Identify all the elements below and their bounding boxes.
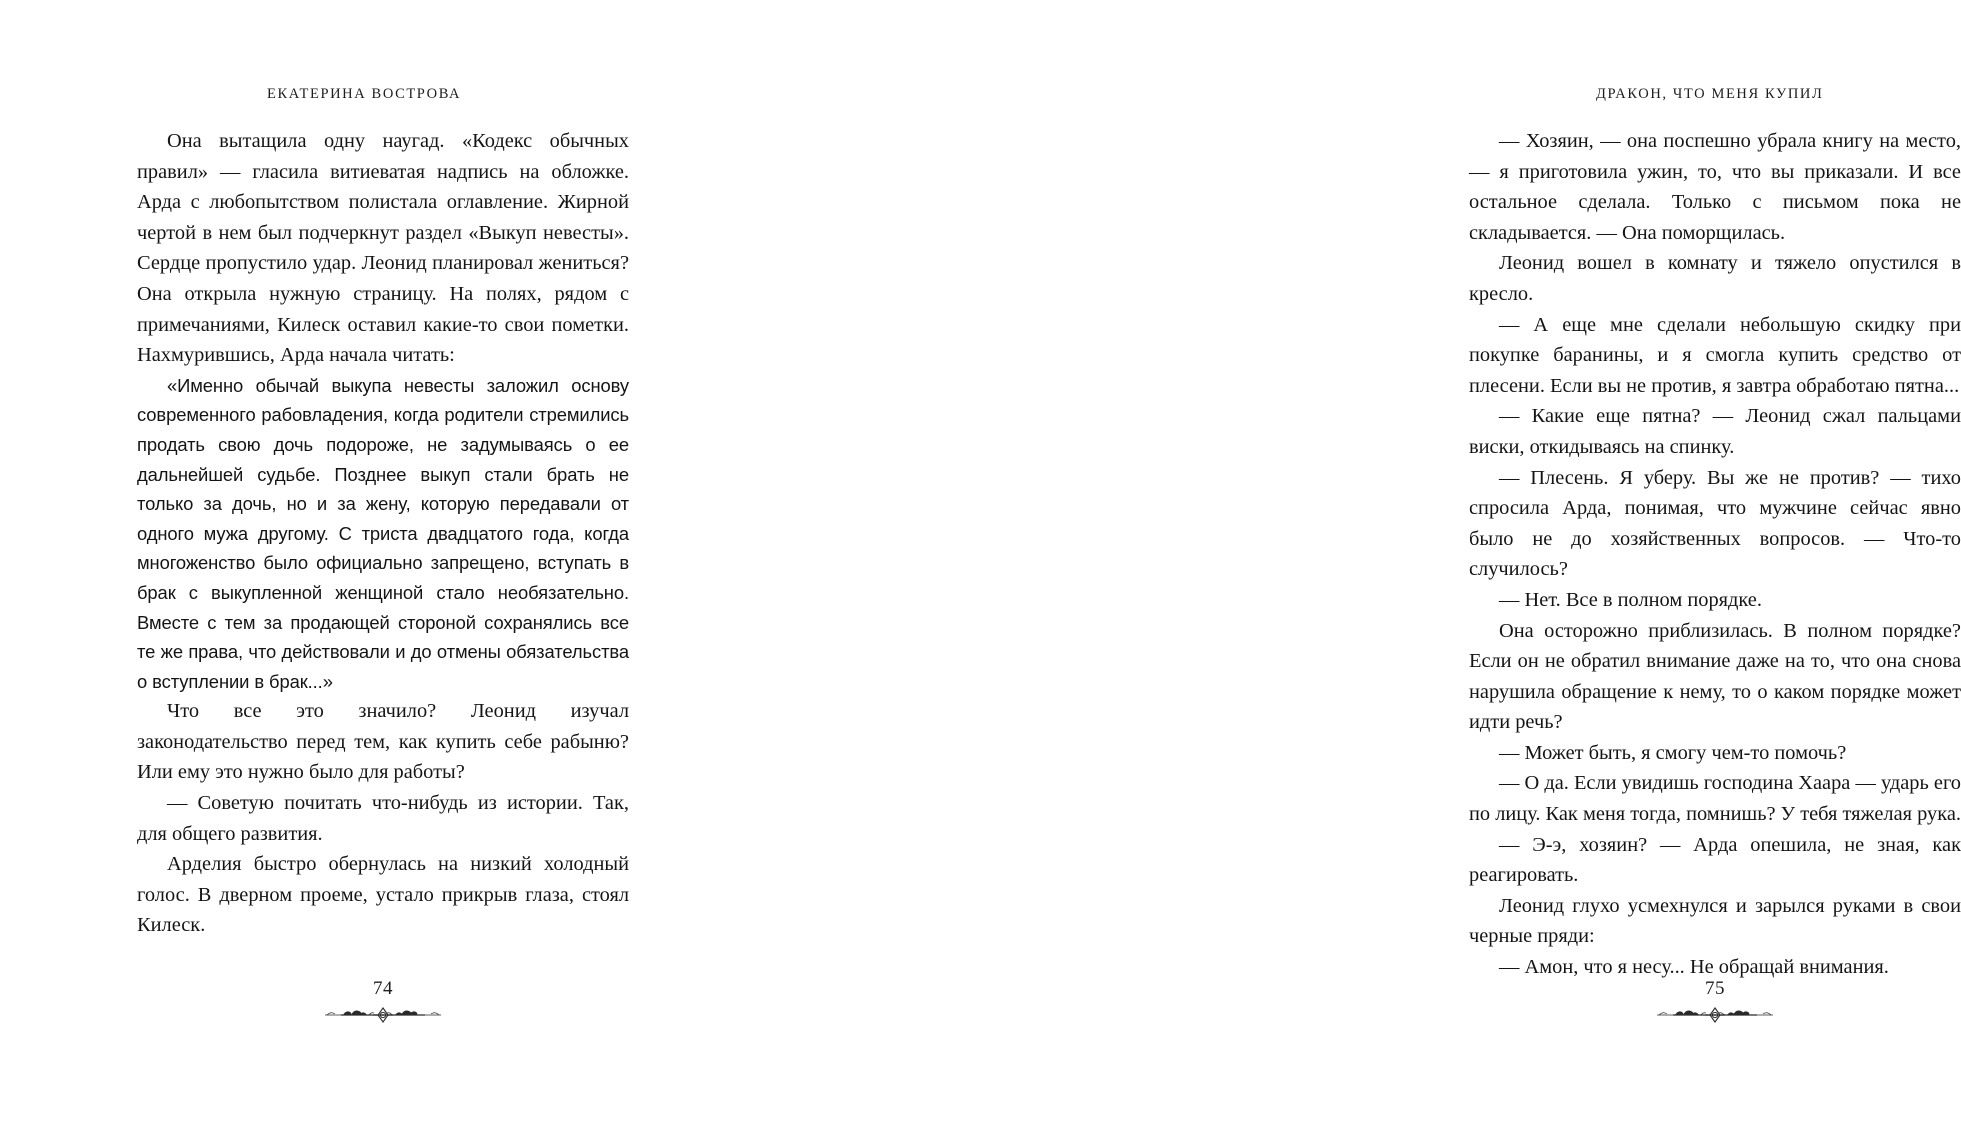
paragraph: — Э-э, хозяин? — Арда опешила, не зная, как реагировать. bbox=[1469, 833, 1961, 887]
page-number: 74 bbox=[373, 978, 393, 999]
paragraph: Она осторожно приблизилась. В полном порядке? Если он не обратил внимание даже на то, что она снова нарушила обращение к нему, то о каком порядке может идти речь? bbox=[1469, 619, 1961, 734]
text-column-left bbox=[137, 126, 629, 941]
folio-left bbox=[137, 978, 629, 1024]
paragraph: — Советую почитать что-нибудь из истории. Так, для общего развития. bbox=[137, 792, 629, 845]
paragraph: Арделия быстро обернулась на низкий холодный голос. В дверном проеме, устало прикрыв глаза, стоял Килеск. bbox=[137, 853, 629, 937]
paragraph: Леонид вошел в комнату и тяжело опустился в кресло. bbox=[1469, 252, 1961, 305]
floral-divider-ornament-icon bbox=[137, 1004, 629, 1024]
paragraph: Что все это значило? Леонид изучал законодательство перед тем, как купить себе рабыню? Или ему это нужно было для работы? bbox=[137, 700, 629, 784]
text-column-right bbox=[1469, 126, 1961, 983]
page-right bbox=[696, 0, 1961, 1125]
paragraph: — Какие еще пятна? — Леонид сжал пальцами виски, откидываясь на спинку. bbox=[1469, 405, 1961, 458]
page-number: 75 bbox=[1705, 978, 1725, 999]
paragraph: — О да. Если увидишь господина Хаара — ударь его по лицу. Как меня тогда, помнишь? У тебя тяжелая рука. bbox=[1469, 772, 1961, 826]
quoted-excerpt: «Именно обычай выкупа невесты заложил основу современного рабовладения, когда родители стремились продать свою дочь подороже, не задумываясь о ее дальнейшей судьбе. Позднее выкуп стали брать не только за дочь, но и за жену, которую передавали от одного мужа другому. С триста двадцатого года, когда многоженство было официально запрещено, вступать в брак с выкупленной женщиной стало необязательно. Вместе с тем за продающей стороной сохранялись все те же права, что действовали и до отмены обязательства о вступлении в брак...» bbox=[137, 374, 629, 692]
running-head-author: ЕКАТЕРИНА ВОСТРОВА bbox=[267, 86, 462, 102]
paragraph: — Плесень. Я уберу. Вы же не против? — тихо спросила Арда, понимая, что мужчине сейчас явно было не до хозяйственных вопросов. — Что-то случилось? bbox=[1469, 466, 1961, 581]
paragraph: — А еще мне сделали небольшую скидку при покупке баранины, и я смогла купить средство от плесени. Если вы не против, я завтра обработаю пятна... bbox=[1469, 313, 1961, 397]
paragraph: — Может быть, я смогу чем-то помочь? bbox=[1499, 741, 1847, 764]
paragraph: Леонид глухо усмехнулся и зарылся руками в свои черные пряди: bbox=[1469, 894, 1961, 948]
running-head-title: ДРАКОН, ЧТО МЕНЯ КУПИЛ bbox=[1596, 86, 1824, 102]
paragraph: Она вытащила одну наугад. «Кодекс обычных правил» — гласила витиеватая надпись на обложке. Арда с любопытством полистала оглавление. Жирной чертой в нем был подчеркнут раздел «Выкуп невесты». Сердце пропустило удар. Леонид планировал жениться? Она открыла нужную страницу. На полях, рядом с примечаниями, Килеск оставил какие-то свои пометки. Нахмурившись, Арда начала читать: bbox=[137, 130, 629, 367]
folio-right bbox=[1469, 978, 1961, 1024]
paragraph: — Амон, что я несу... Не обращай внимания. bbox=[1499, 956, 1889, 979]
paragraph: — Нет. Все в полном порядке. bbox=[1499, 588, 1762, 611]
page-left bbox=[0, 0, 696, 1125]
paragraph: — Хозяин, — она поспешно убрала книгу на место, — я приготовила ужин, то, что вы приказали. И все остальное сделала. Только с письмом пока не складывается. — Она поморщилась. bbox=[1469, 130, 1961, 244]
floral-divider-ornament-icon bbox=[1469, 1004, 1961, 1024]
